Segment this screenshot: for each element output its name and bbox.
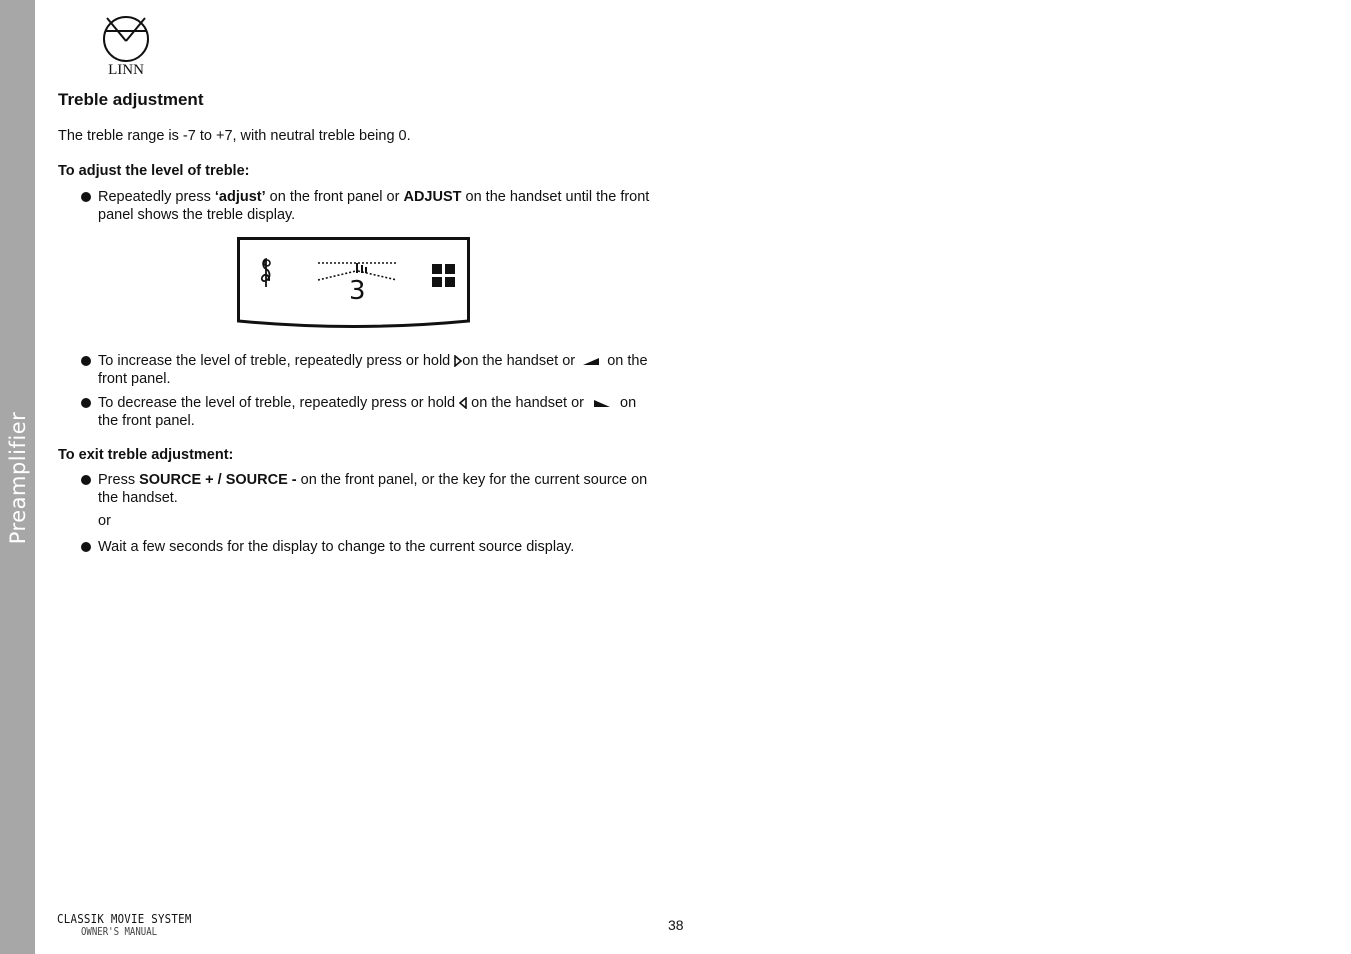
adjust-subheading: To adjust the level of treble: — [58, 163, 250, 179]
linn-logo — [98, 14, 154, 80]
bullet-icon — [81, 475, 91, 485]
bullet-icon — [81, 192, 91, 202]
exit-subheading: To exit treble adjustment: — [58, 447, 234, 463]
bullet-icon — [81, 356, 91, 366]
page-number: 38 — [668, 917, 684, 933]
footer-subtitle: OWNER'S MANUAL — [81, 926, 158, 938]
or-text: or — [98, 513, 111, 529]
sidebar-section-label: Preamplifier — [6, 411, 30, 545]
ramp-down-icon — [588, 398, 616, 408]
page-title: Treble adjustment — [58, 90, 204, 109]
exit-step-text: Wait a few seconds for the display to change to the current source display. — [98, 539, 575, 555]
sidebar — [0, 0, 35, 954]
linn-logo-icon — [98, 14, 154, 64]
ramp-up-icon — [579, 356, 603, 366]
bullet-icon — [81, 398, 91, 408]
bullet-icon — [81, 542, 91, 552]
footer-brand: CLASSIK MOVIE SYSTEM — [57, 911, 192, 926]
left-arrow-icon — [459, 397, 467, 409]
logo-text: LINN — [108, 62, 144, 78]
intro-text: The treble range is -7 to +7, with neutral treble being 0. — [58, 128, 411, 144]
display-value: 3 — [349, 276, 366, 306]
